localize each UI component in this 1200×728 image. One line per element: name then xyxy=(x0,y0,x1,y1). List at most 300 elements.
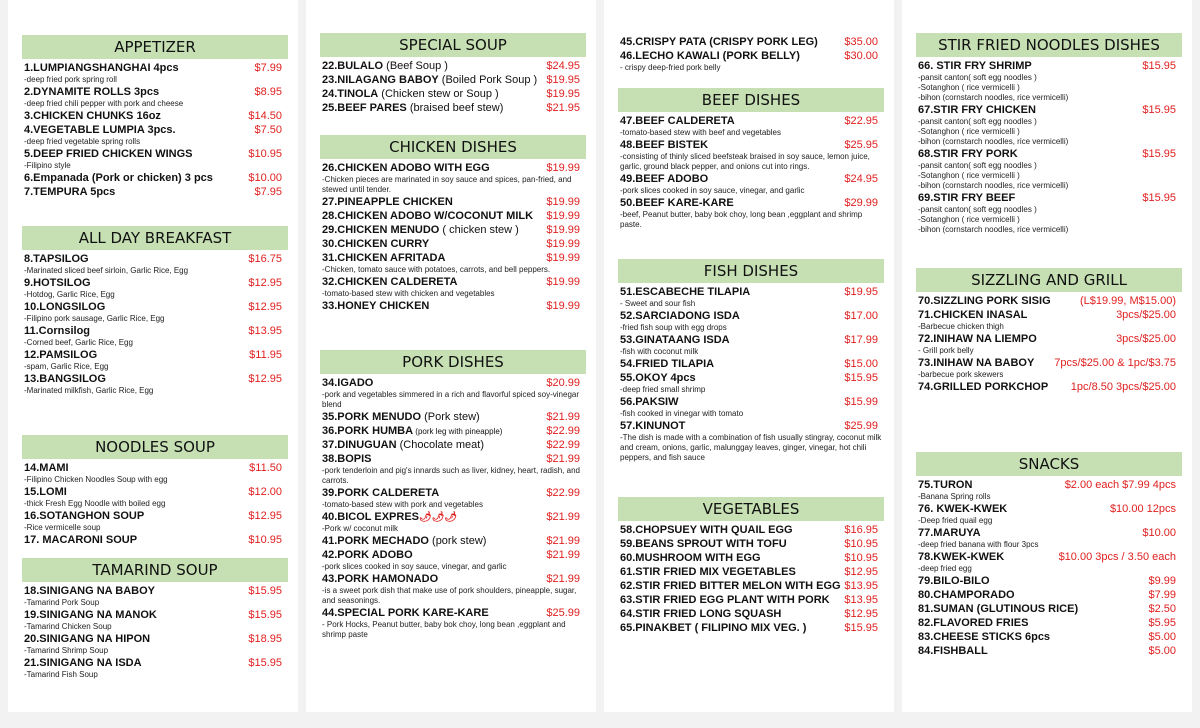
menu-item-name xyxy=(24,656,142,670)
menu-item-name xyxy=(918,616,1028,630)
menu-item-row xyxy=(322,195,586,209)
section-header: BEEF DISHES xyxy=(618,88,884,112)
menu-item xyxy=(604,371,894,395)
menu-item-row xyxy=(24,109,288,123)
menu-item-name xyxy=(24,185,115,199)
menu-item-price: $10.95 xyxy=(844,538,878,550)
menu-item-row xyxy=(918,294,1182,308)
menu-item-name xyxy=(24,300,105,314)
menu-item-row xyxy=(322,209,586,223)
menu-item-title: 79.BILO-BILO xyxy=(918,575,990,587)
menu-item-title: 80.CHAMPORADO xyxy=(918,589,1015,601)
menu-item-price: $19.99 xyxy=(546,238,580,250)
menu-item-row xyxy=(322,73,586,87)
menu-item-name xyxy=(620,551,761,565)
menu-item xyxy=(604,49,894,73)
menu-item-description: -Sotanghon ( rice vermicelli ) xyxy=(918,127,1020,136)
menu-item-price: $22.99 xyxy=(546,487,580,499)
menu-item-name xyxy=(322,606,489,620)
menu-item-name xyxy=(24,485,67,499)
menu-item-description: -deep fried banana with flour 3pcs xyxy=(918,540,1039,549)
menu-item xyxy=(8,485,298,509)
menu-item-name xyxy=(24,632,150,646)
chili-pepper-icon: 🌶🌶🌶 xyxy=(419,512,458,523)
menu-item-price: $21.99 xyxy=(546,453,580,465)
menu-item-title: 28.CHICKEN ADOBO W/COCONUT MILK xyxy=(322,210,534,222)
menu-item-description: -thick Fresh Egg Noodle with boiled egg xyxy=(24,499,166,508)
menu-item-name xyxy=(918,526,981,540)
menu-item xyxy=(8,109,298,123)
menu-item-row xyxy=(322,101,586,115)
menu-item-title: 78.KWEK-KWEK xyxy=(918,551,1005,563)
menu-item-price: $16.75 xyxy=(248,253,282,265)
menu-item-price: $15.95 xyxy=(844,372,878,384)
section-header: FISH DISHES xyxy=(618,259,884,283)
menu-item-row xyxy=(322,87,586,101)
menu-item-price: $10.95 xyxy=(248,148,282,160)
menu-item-description: -Tamarind Pork Soup xyxy=(24,598,100,607)
menu-item-row xyxy=(24,85,288,99)
menu-item-price: $19.99 xyxy=(546,162,580,174)
menu-item-price: $24.95 xyxy=(546,60,580,72)
menu-item-title: 25.BEEF PARES xyxy=(322,102,407,114)
menu-item-title: 24.TINOLA xyxy=(322,88,379,100)
menu-item-title: 6.Empanada (Pork or chicken) 3 pcs xyxy=(24,172,213,184)
menu-item-description: -Filipino pork sausage, Garlic Rice, Egg xyxy=(24,314,165,323)
menu-item-name xyxy=(322,424,502,439)
menu-item xyxy=(902,147,1192,191)
menu-item-price: $5.00 xyxy=(1148,645,1176,657)
menu-item-title: 29.CHICKEN MENUDO xyxy=(322,224,440,236)
menu-item xyxy=(8,276,298,300)
menu-item xyxy=(306,452,596,486)
menu-item xyxy=(902,574,1192,588)
section-special-soup xyxy=(306,33,596,115)
section-stir-fried-noodles xyxy=(902,33,1192,235)
menu-item xyxy=(604,395,894,419)
menu-item-description: -Banana Spring rolls xyxy=(918,492,991,501)
menu-item-price: $10.00 12pcs xyxy=(1109,503,1176,515)
menu-item xyxy=(306,223,596,237)
menu-item-price: $14.50 xyxy=(248,110,282,122)
menu-item-name xyxy=(620,371,696,385)
menu-item-description: -pork tenderloin and pig's innards such as liver, kidney, heart, radish, and carrots. xyxy=(322,466,580,485)
menu-item xyxy=(604,621,894,635)
menu-item-title: 41.PORK MECHADO xyxy=(322,535,429,547)
menu-item-name xyxy=(322,486,439,500)
menu-item-description: -Tamarind Chicken Soup xyxy=(24,622,112,631)
menu-item-price: $22.95 xyxy=(844,115,878,127)
menu-item-price: $13.95 xyxy=(844,594,878,606)
menu-item-title: 67.STIR FRY CHICKEN xyxy=(918,104,1036,116)
menu-item xyxy=(8,656,298,680)
menu-item-price: $19.99 xyxy=(546,252,580,264)
menu-item-name xyxy=(24,372,106,386)
menu-item-name xyxy=(620,285,750,299)
menu-item-name xyxy=(918,59,1032,73)
menu-item-row xyxy=(24,252,288,266)
menu-item-description: -barbecue pork skewers xyxy=(918,370,1004,379)
menu-item-price: $16.95 xyxy=(844,524,878,536)
menu-item-description: -Barbecue chicken thigh xyxy=(918,322,1004,331)
menu-item-row xyxy=(918,147,1182,161)
menu-item-title: 30.CHICKEN CURRY xyxy=(322,238,430,250)
menu-item xyxy=(604,138,894,172)
menu-item-name xyxy=(322,275,457,289)
menu-item-note: ( chicken stew ) xyxy=(439,224,519,236)
menu-item-name xyxy=(620,565,796,579)
menu-item-title: 11.Cornsilog xyxy=(24,325,91,337)
menu-item xyxy=(306,209,596,223)
menu-item-title: 31.CHICKEN AFRITADA xyxy=(322,252,446,264)
menu-item-price: $2.50 xyxy=(1148,603,1176,615)
menu-item-row xyxy=(620,138,884,152)
menu-item xyxy=(604,196,894,230)
menu-item-note: (Chicken stew or Soup ) xyxy=(378,88,499,100)
section-header: APPETIZER xyxy=(22,35,288,59)
menu-item-title: 23.NILAGANG BABOY xyxy=(322,74,439,86)
menu-item-price: $12.95 xyxy=(248,510,282,522)
menu-item-description: -Corned beef, Garlic Rice, Egg xyxy=(24,338,133,347)
menu-item xyxy=(902,602,1192,616)
menu-item-price: $7.50 xyxy=(254,124,282,136)
menu-item-title: 68.STIR FRY PORK xyxy=(918,148,1018,160)
menu-item xyxy=(306,59,596,73)
menu-item-title: 53.GINATAANG ISDA xyxy=(620,334,730,346)
menu-item-price: $29.99 xyxy=(844,197,878,209)
menu-item-row xyxy=(620,565,884,579)
menu-item-price: $10.95 xyxy=(248,534,282,546)
menu-item-title: 82.FLAVORED FRIES xyxy=(918,617,1029,629)
menu-item-title: 21.SINIGANG NA ISDA xyxy=(24,657,142,669)
menu-item-description: -pork slices cooked in soy sauce, vinegar, and garlic xyxy=(322,562,507,571)
menu-item-title: 59.BEANS SPROUT WITH TOFU xyxy=(620,538,787,550)
menu-item-name xyxy=(620,172,708,186)
menu-item-row xyxy=(24,123,288,137)
menu-item-row xyxy=(24,171,288,185)
menu-item-price: $10.00 xyxy=(1142,527,1176,539)
menu-item xyxy=(306,410,596,424)
menu-item-row xyxy=(24,485,288,499)
menu-item-row xyxy=(918,103,1182,117)
menu-item-name xyxy=(620,138,708,152)
menu-item-price: $11.50 xyxy=(249,462,282,474)
menu-item-title: 7.TEMPURA 5pcs xyxy=(24,186,116,198)
menu-item-row xyxy=(620,537,884,551)
menu-item-row xyxy=(620,371,884,385)
menu-item-description: - Grill pork belly xyxy=(918,346,974,355)
menu-item-row xyxy=(322,275,586,289)
menu-item-description: -Tamarind Shrimp Soup xyxy=(24,646,109,655)
menu-item-row xyxy=(620,49,884,63)
menu-item xyxy=(902,502,1192,526)
menu-item-name xyxy=(322,223,519,237)
menu-item-row xyxy=(620,35,884,49)
menu-item-name xyxy=(918,191,1015,205)
menu-item-name xyxy=(24,276,91,290)
menu-item-title: 8.TAPSILOG xyxy=(24,253,89,265)
menu-item-name xyxy=(918,574,990,588)
menu-item-name xyxy=(918,356,1034,370)
menu-item xyxy=(604,333,894,357)
menu-item xyxy=(902,294,1192,308)
menu-item-row xyxy=(620,357,884,371)
menu-item-description: -Sotanghon ( rice vermicelli ) xyxy=(918,171,1020,180)
menu-item-price: $19.99 xyxy=(546,300,580,312)
menu-item-description: -Rice vermicelle soup xyxy=(24,523,101,532)
menu-item-title: 61.STIR FRIED MIX VEGETABLES xyxy=(620,566,796,578)
menu-item-price: $7.95 xyxy=(254,186,282,198)
menu-item-description: -fried fish soup with egg drops xyxy=(620,323,727,332)
menu-item xyxy=(604,419,894,463)
menu-item-description: -deep fried egg xyxy=(918,564,972,573)
menu-item-name xyxy=(620,523,793,537)
menu-item-title: 33.HONEY CHICKEN xyxy=(322,300,430,312)
section-header: ALL DAY BREAKFAST xyxy=(22,226,288,250)
menu-item xyxy=(306,548,596,572)
menu-item-name xyxy=(620,607,781,621)
menu-item-name xyxy=(24,123,176,137)
menu-item-name xyxy=(322,161,490,175)
menu-item-description: -Tamarind Fish Soup xyxy=(24,670,98,679)
menu-item-description: -consisting of thinly sliced beefsteak braised in soy sauce, lemon juice, garlic, ground black pepper, and onions cut into rings. xyxy=(620,152,870,171)
menu-item-title: 65.PINAKBET ( FILIPINO MIX VEG. ) xyxy=(620,622,807,634)
menu-item-description: -deep fried small shrimp xyxy=(620,385,706,394)
menu-item xyxy=(306,251,596,275)
menu-item-row xyxy=(24,324,288,338)
menu-item-price: $15.95 xyxy=(1142,148,1176,160)
menu-item-name xyxy=(918,332,1037,346)
menu-item-price: $35.00 xyxy=(844,36,878,48)
menu-item-price: $13.95 xyxy=(844,580,878,592)
menu-item-row xyxy=(918,644,1182,658)
menu-item-description: -Chicken pieces are marinated in soy sauce and spices, pan-fried, and stewed until tender. xyxy=(322,175,572,194)
menu-item-description: - crispy deep-fried pork belly xyxy=(620,63,721,72)
menu-item-description: -Sotanghon ( rice vermicelli ) xyxy=(918,215,1020,224)
menu-item-price: $19.99 xyxy=(546,196,580,208)
menu-item-row xyxy=(620,607,884,621)
menu-item xyxy=(902,616,1192,630)
menu-item-description: -pansit canton( soft egg noodles ) xyxy=(918,73,1037,82)
menu-item-row xyxy=(322,410,586,424)
menu-item-price: $21.99 xyxy=(546,573,580,585)
menu-item-name xyxy=(918,644,988,658)
menu-item-price: $9.99 xyxy=(1148,575,1176,587)
menu-item-price: $21.95 xyxy=(546,102,580,114)
menu-item-title: 81.SUMAN (GLUTINOUS RICE) xyxy=(918,603,1079,615)
menu-item-description: -bihon (cornstarch noodles, rice vermicelli) xyxy=(918,181,1069,190)
menu-item-price: $15.95 xyxy=(1142,192,1176,204)
section-noodles-soup xyxy=(8,435,298,547)
menu-column-3 xyxy=(604,0,894,712)
section-header: TAMARIND SOUP xyxy=(22,558,288,582)
menu-item-row xyxy=(322,486,586,500)
menu-item xyxy=(8,461,298,485)
menu-item-row xyxy=(918,332,1182,346)
menu-item xyxy=(8,252,298,276)
menu-item-price: 7pcs/$25.00 & 1pc/$3.75 xyxy=(1054,357,1176,369)
menu-item-description: -Pork w/ coconut milk xyxy=(322,524,399,533)
menu-item-price: $12.95 xyxy=(248,373,282,385)
menu-item-row xyxy=(24,533,288,547)
menu-item xyxy=(8,372,298,396)
section-snacks xyxy=(902,452,1192,658)
menu-item xyxy=(902,103,1192,147)
menu-item-row xyxy=(620,395,884,409)
menu-item-price: $15.95 xyxy=(1142,60,1176,72)
menu-item-title: 27.PINEAPPLE CHICKEN xyxy=(322,196,453,208)
menu-item-title: 37.DINUGUAN xyxy=(322,439,397,451)
menu-item-title: 44.SPECIAL PORK KARE-KARE xyxy=(322,607,489,619)
menu-item-note: (Chocolate meat) xyxy=(396,439,485,451)
section-sizzling-grill xyxy=(902,268,1192,394)
menu-item-price: $10.00 3pcs / 3.50 each xyxy=(1058,551,1176,563)
menu-item xyxy=(306,299,596,313)
section-header: SNACKS xyxy=(916,452,1182,476)
menu-item-price: $12.95 xyxy=(248,277,282,289)
menu-item-price: $12.95 xyxy=(844,566,878,578)
menu-item-price: (L$19.99, M$15.00) xyxy=(1079,295,1176,307)
menu-item-price: $12.95 xyxy=(844,608,878,620)
menu-item xyxy=(8,61,298,85)
menu-item-name xyxy=(620,537,787,551)
menu-item xyxy=(902,59,1192,103)
menu-item-description: -The dish is made with a combination of fish usually stingray, coconut milk and cream, onions, garlic, malunggay leaves, ginger, vinegar, hot chili peppers, and fish sauce xyxy=(620,433,882,462)
menu-item-title: 40.BICOL EXPRES xyxy=(322,511,419,523)
menu-item-description: -spam, Garlic Rice, Egg xyxy=(24,362,109,371)
menu-item-row xyxy=(620,419,884,433)
menu-item-name xyxy=(24,533,137,547)
menu-item-title: 1.LUMPIANGSHANGHAI 4pcs xyxy=(24,62,179,74)
menu-item-price: $15.00 xyxy=(844,358,878,370)
menu-item-title: 15.LOMI xyxy=(24,486,67,498)
menu-item xyxy=(306,510,596,534)
menu-item-title: 70.SIZZLING PORK SISIG xyxy=(918,295,1051,307)
menu-item-description: -tomato-based stew with beef and vegetables xyxy=(620,128,781,137)
menu-item-name xyxy=(620,196,734,210)
menu-item-price: $22.99 xyxy=(546,425,580,437)
menu-item-name xyxy=(322,87,499,101)
menu-item-title: 4.VEGETABLE LUMPIA 3pcs. xyxy=(24,124,176,136)
menu-item-name xyxy=(918,103,1036,117)
menu-item xyxy=(8,171,298,185)
menu-item-title: 66. STIR FRY SHRIMP xyxy=(918,60,1032,72)
menu-item xyxy=(8,324,298,348)
menu-item-name xyxy=(24,608,157,622)
section-fish-dishes xyxy=(604,259,894,463)
menu-item-title: 76. KWEK-KWEK xyxy=(918,503,1008,515)
menu-item-row xyxy=(322,548,586,562)
menu-item-row xyxy=(918,502,1182,516)
menu-item-name xyxy=(322,452,372,466)
menu-item-title: 9.HOTSILOG xyxy=(24,277,91,289)
menu-item-description: -Chicken, tomato sauce with potatoes, carrots, and bell peppers. xyxy=(322,265,551,274)
menu-item-title: 16.SOTANGHON SOUP xyxy=(24,510,145,522)
menu-item-name xyxy=(322,410,480,424)
menu-item-name xyxy=(322,237,429,251)
menu-item-description: -beef, Peanut butter, baby bok choy, long bean ,eggplant and shrimp paste. xyxy=(620,210,863,229)
menu-item xyxy=(8,185,298,199)
menu-item-row xyxy=(24,608,288,622)
menu-item-title: 52.SARCIADONG ISDA xyxy=(620,310,740,322)
menu-item-row xyxy=(322,161,586,175)
menu-item xyxy=(604,114,894,138)
menu-item-price: $19.99 xyxy=(546,276,580,288)
menu-item-name xyxy=(918,550,1004,564)
menu-item-row xyxy=(24,632,288,646)
menu-item-name xyxy=(24,509,144,523)
menu-item-price: $15.95 xyxy=(248,609,282,621)
menu-item xyxy=(902,478,1192,502)
menu-item-description: -tomato-based stew with chicken and vegetables xyxy=(322,289,495,298)
menu-item-name xyxy=(322,376,373,390)
menu-item-note: (pork leg with pineapple) xyxy=(413,427,503,436)
menu-item-title: 84.FISHBALL xyxy=(918,645,988,657)
menu-item-row xyxy=(322,223,586,237)
menu-item-description: -Marinated sliced beef sirloin, Garlic Rice, Egg xyxy=(24,266,189,275)
menu-item-price: $17.99 xyxy=(844,334,878,346)
menu-item-price: $19.95 xyxy=(844,286,878,298)
menu-item-row xyxy=(24,185,288,199)
menu-item-description: - Pork Hocks, Peanut butter, baby bok choy, long bean ,eggplant and shrimp paste xyxy=(322,620,566,639)
menu-item-price: $2.00 each $7.99 4pcs xyxy=(1064,479,1176,491)
menu-item-row xyxy=(918,630,1182,644)
section-header: SPECIAL SOUP xyxy=(320,33,586,57)
menu-item-name xyxy=(322,209,533,223)
menu-item-title: 43.PORK HAMONADO xyxy=(322,573,439,585)
menu-item-title: 64.STIR FRIED LONG SQUASH xyxy=(620,608,782,620)
menu-item-price: $25.95 xyxy=(844,139,878,151)
menu-item-row xyxy=(322,59,586,73)
menu-item-title: 74.GRILLED PORKCHOP xyxy=(918,381,1049,393)
menu-item-row xyxy=(24,461,288,475)
menu-item-row xyxy=(322,376,586,390)
menu-item-name xyxy=(620,49,800,63)
menu-item-title: 47.BEEF CALDERETA xyxy=(620,115,735,127)
menu-item-name xyxy=(918,502,1007,516)
menu-item-title: 45.CRISPY PATA (CRISPY PORK LEG) xyxy=(620,36,818,48)
menu-item xyxy=(604,593,894,607)
section-pork-continued xyxy=(604,35,894,73)
menu-item-title: 71.CHICKEN INASAL xyxy=(918,309,1028,321)
menu-item-title: 72.INIHAW NA LIEMPO xyxy=(918,333,1037,345)
menu-item-title: 48.BEEF BISTEK xyxy=(620,139,709,151)
menu-item-row xyxy=(620,551,884,565)
menu-item-row xyxy=(918,478,1182,492)
menu-item-description: -pansit canton( soft egg noodles ) xyxy=(918,117,1037,126)
section-breakfast xyxy=(8,226,298,396)
menu-item-title: 62.STIR FRIED BITTER MELON WITH EGG xyxy=(620,580,841,592)
menu-item-name xyxy=(24,85,159,99)
menu-item-title: 69.STIR FRY BEEF xyxy=(918,192,1016,204)
menu-item-row xyxy=(24,584,288,598)
menu-item-title: 75.TURON xyxy=(918,479,973,491)
menu-item-name xyxy=(918,308,1027,322)
menu-item-row xyxy=(24,372,288,386)
section-header: PORK DISHES xyxy=(320,350,586,374)
menu-item-note: (braised beef stew) xyxy=(406,102,504,114)
menu-item-price: $21.99 xyxy=(546,549,580,561)
menu-item-title: 73.INIHAW NA BABOY xyxy=(918,357,1035,369)
menu-item-title: 42.PORK ADOBO xyxy=(322,549,413,561)
menu-item-title: 35.PORK MENUDO xyxy=(322,411,422,423)
menu-item xyxy=(306,161,596,195)
menu-item-title: 39.PORK CALDERETA xyxy=(322,487,440,499)
menu-item-price: 3pcs/$25.00 xyxy=(1116,333,1176,345)
menu-item-name xyxy=(322,299,429,313)
menu-item-name xyxy=(24,171,213,185)
menu-item xyxy=(604,537,894,551)
